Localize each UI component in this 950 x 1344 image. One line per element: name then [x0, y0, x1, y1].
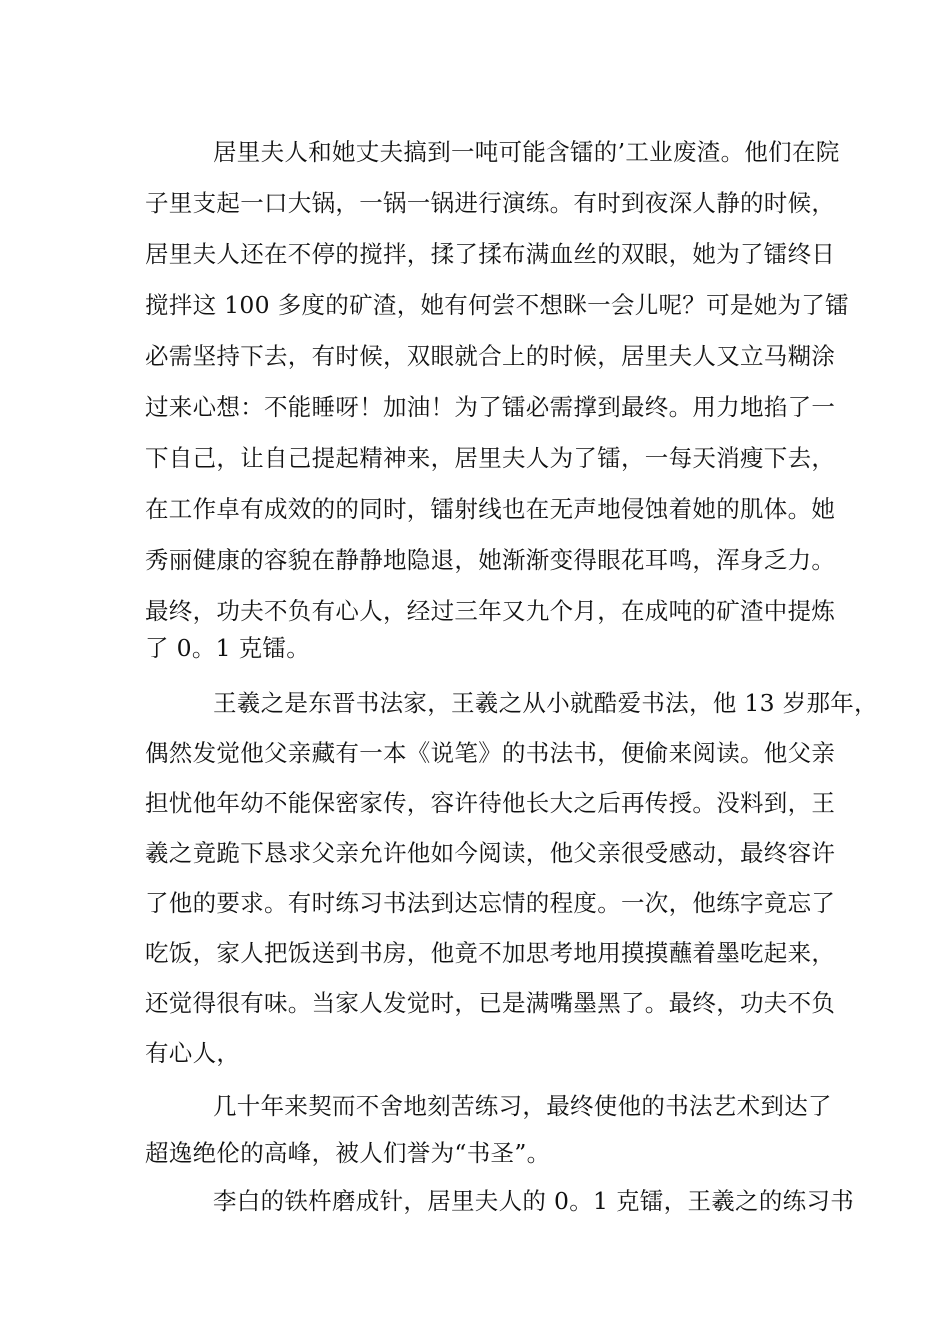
paragraph-line: 几十年来契而不舍地刻苦练习，最终使他的书法艺术到达了	[213, 1092, 832, 1120]
paragraph-line: 还觉得很有味。当家人发觉时，已是满嘴墨黑了。最终，功夫不负	[145, 989, 836, 1017]
paragraph-line: 居里夫人和她丈夫搞到一吨可能含镭的’工业废渣。他们在院	[213, 138, 840, 166]
paragraph-line: 下自己，让自己提起精神来，居里夫人为了镭，一每天消瘦下去，	[145, 444, 836, 472]
paragraph-line: 李白的铁杵磨成针，居里夫人的 0。1 克镭，王羲之的练习书	[213, 1187, 855, 1215]
paragraph-line: 秀丽健康的容貌在静静地隐退，她渐渐变得眼花耳鸣，浑身乏力。	[145, 546, 836, 574]
paragraph-line: 在工作卓有成效的的同时，镭射线也在无声地侵蚀着她的肌体。她	[145, 495, 836, 523]
paragraph-line: 了他的要求。有时练习书法到达忘情的程度。一次，他练字竟忘了	[145, 889, 836, 917]
paragraph-line: 吃饭，家人把饭送到书房，他竟不加思考地用摸摸蘸着墨吃起来，	[145, 939, 836, 967]
paragraph-line: 担忧他年幼不能保密家传，容许待他长大之后再传授。没料到，王	[145, 789, 836, 817]
paragraph-line: 必需坚持下去，有时候，双眼就合上的时候，居里夫人又立马糊涂	[145, 342, 836, 370]
paragraph-line: 超逸绝伦的高峰，被人们誉为“书圣”。	[145, 1139, 551, 1167]
paragraph-line: 羲之竟跪下恳求父亲允许他如今阅读，他父亲很受感动，最终容许	[145, 839, 836, 867]
paragraph-line: 居里夫人还在不停的搅拌，揉了揉布满血丝的双眼，她为了镭终日	[145, 240, 836, 268]
paragraph-line: 有心人，	[145, 1039, 241, 1067]
paragraph-line: 过来心想：不能睡呀！加油！为了镭必需撑到最终。用力地掐了一	[145, 393, 836, 421]
paragraph-line: 王羲之是东晋书法家，王羲之从小就酷爱书法，他 13 岁那年，	[213, 689, 878, 717]
paragraph-line: 最终，功夫不负有心人，经过三年又九个月，在成吨的矿渣中提炼	[145, 597, 836, 625]
paragraph-line: 了 0。1 克镭。	[145, 634, 311, 662]
paragraph-line: 子里支起一口大锅，一锅一锅进行演练。有时到夜深人静的时候，	[145, 189, 836, 217]
paragraph-line: 偶然发觉他父亲藏有一本《说笔》的书法书，便偷来阅读。他父亲	[145, 739, 836, 767]
paragraph-line: 搅拌这 100 多度的矿渣，她有何尝不想眯一会儿呢？可是她为了镭	[145, 291, 849, 319]
